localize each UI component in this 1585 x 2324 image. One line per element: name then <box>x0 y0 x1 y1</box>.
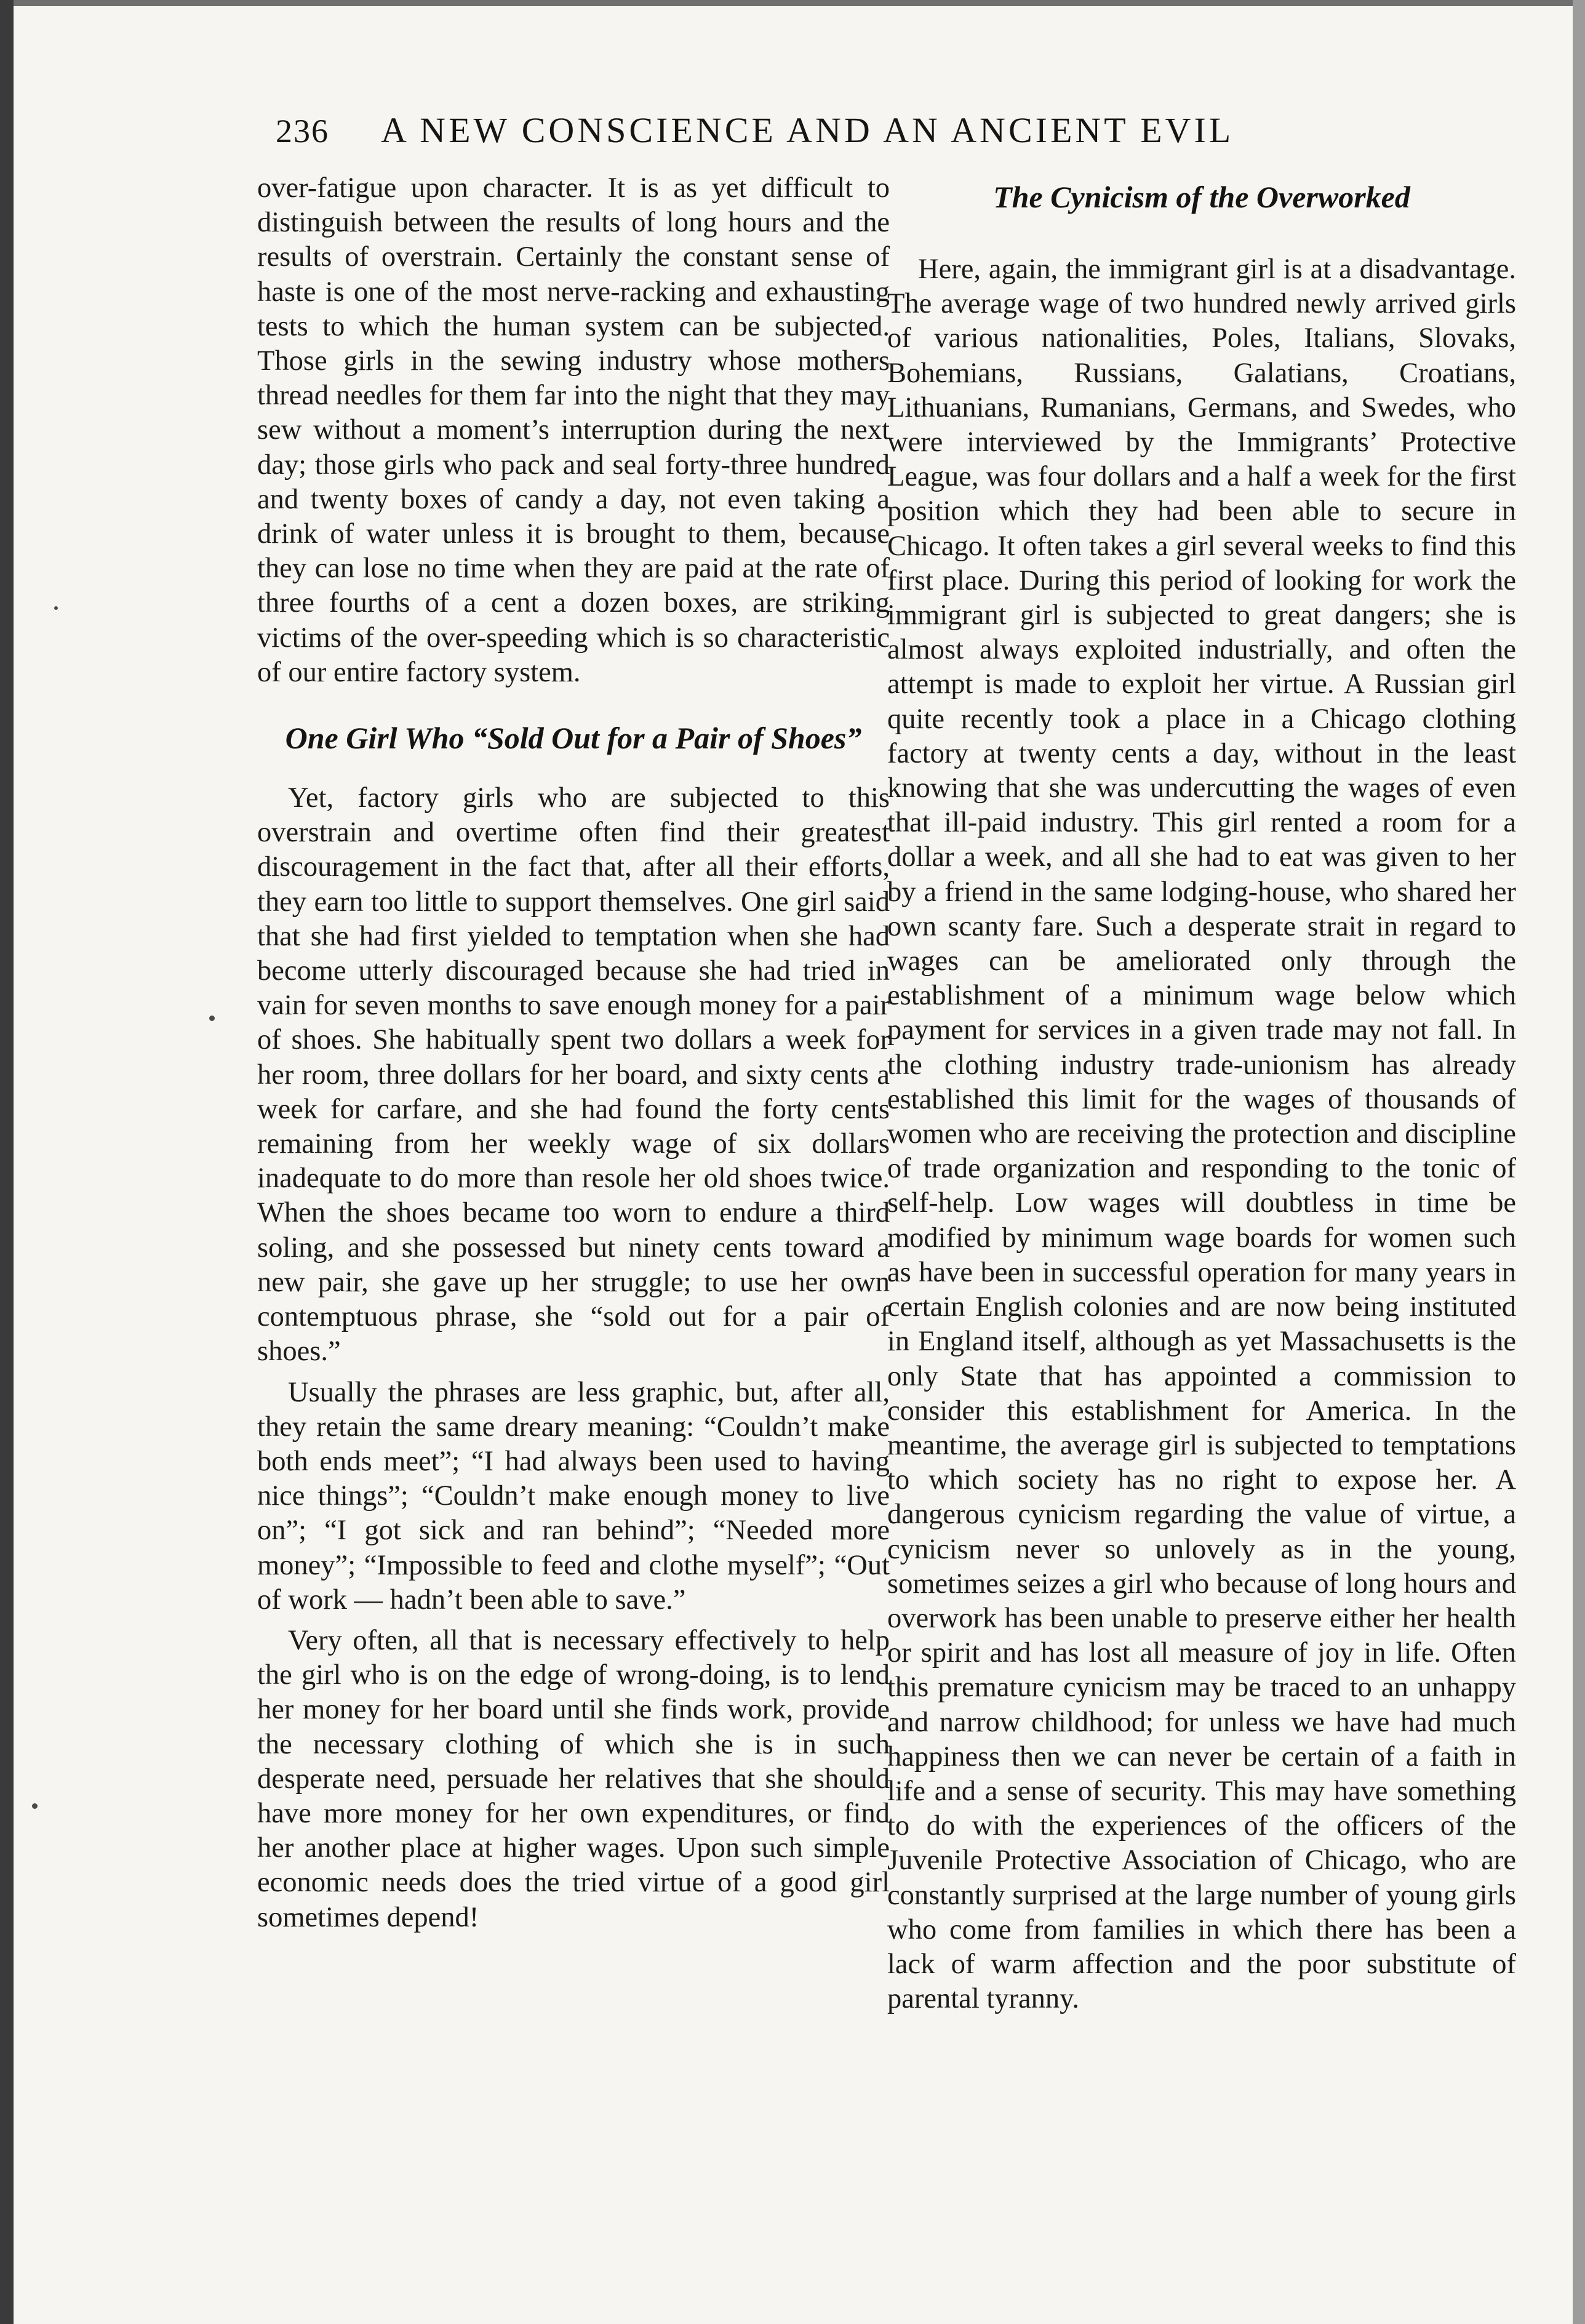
scan-edge-top <box>0 0 1585 6</box>
right-column <box>887 171 1516 2227</box>
scan-edge-right <box>1573 0 1585 2324</box>
paragraph: over-fatigue upon character. It is as yet difficult to distinguish between the results of long hours and the results of overstrain. Certainly the constant sense of haste is one of the most nerve-racking and exhausting tests to which the human system can be subjected. Those girls in the sewing industry whose mothers thread needles for them far into the night that they may sew without a moment’s interruption during the next day; those girls who pack and seal forty-three hundred and twenty boxes of candy a day, not even taking a drink of water unless it is brought to them, because they can lose no time when they are paid at the rate of three fourths of a cent a dozen boxes, are striking victims of the over-speeding which is so characteristic of our entire factory system. <box>257 172 890 688</box>
page-number: 236 <box>276 113 329 150</box>
paragraph: Here, again, the immigrant girl is at a disadvantage. The average wage of two hundred newly arrived girls of various nationalities, Poles, Italians, Slovaks, Bohemians, Russians, Galatians, Croatians, Lithuanians, Rumanians, Germans, and Swedes, who were interviewed by the Immigrants’ Protective League, was four dollars and a half a week for the first position which they had been able to secure in Chicago. It often takes a girl several weeks to find this first place. During this period of looking for work the immigrant girl is subjected to great dangers; she is almost always exploited industrially, and often the attempt is made to exploit her virtue. A Russian girl quite recently took a place in a Chicago clothing factory at twenty cents a day, without in the least knowing that she was undercutting the wages of even that ill-paid industry. This girl rented a room for a dollar a week, and all she had to eat was given to her by a friend in the same lodging-house, who shared her own scanty fare. Such a desperate strait in regard to wages can be ameliorated only through the establishment of a minimum wage below which payment for services in a given trade may not fall. In the clothing industry trade-unionism has already established this limit for the wages of thousands of women who are receiving the protection and discipline of trade organization and responding to the tonic of self-help. Low wages will doubtless in time be modified by minimum wage boards for women such as have been in successful operation for many years in certain English colonies and are now being instituted in England itself, although as yet Massachusetts is the only State that has appointed a commission to consider this establishment for America. In the meantime, the average girl is subjected to temptations to which society has no right to expose her. A dangerous cynicism regarding the value of virtue, a cynicism never so unlovely as in the young, sometimes seizes a girl who because of long hours and overwork has been unable to preserve either her health or spirit and has lost all measure of joy in life. Often this premature cynicism may be traced to an unhappy and narrow childhood; for unless we have had much happiness then we can never be certain of a faith in life and a sense of security. This may have something to do with the experiences of the officers of the Juvenile Protective Association of Chicago, who are constantly surprised at the large number of young girls who come from families in which there has been a lack of warm affection and the poor substitute of parental tyranny. <box>887 254 1516 2015</box>
paragraph: Very often, all that is necessary effectively to help the girl who is on the edge of wrong-doing, is to lend her money for her board until she finds work, provide the necessary clothing of which she is in such desperate need, persuade her relatives that she should have more money for her own expenditures, or find her another place at higher wages. Upon such simple economic needs does the tried virtue of a good girl sometimes depend! <box>257 1624 890 1933</box>
section-heading: The Cynicism of the Overworked <box>993 180 1410 214</box>
scan-edge-left <box>0 0 14 2324</box>
scan-speck <box>32 1803 38 1809</box>
left-column <box>257 171 890 2227</box>
running-head <box>276 110 1352 159</box>
scan-speck <box>209 1016 215 1021</box>
section-heading: One Girl Who “Sold Out for a Pair of Shoes” <box>285 721 862 756</box>
paragraph: Usually the phrases are less graphic, but, after all, they retain the same dreary meaning: “Couldn’t make both ends meet”; “I had always been used to having nice things”; “Couldn’t make enough money to live on”; “I got sick and ran behind”; “Needed more money”; “Impossible to feed and clothe myself”; “Out of work — hadn’t been able to save.” <box>257 1376 890 1616</box>
running-title: A NEW CONSCIENCE AND AN ANCIENT EVIL <box>381 110 1234 150</box>
paragraph: Yet, factory girls who are subjected to this overstrain and overtime often find their greatest discouragement in the fact that, after all their efforts, they earn too little to support themselves. One girl said that she had first yielded to temptation when she had become utterly discouraged because she had tried in vain for seven months to save enough money for a pair of shoes. She habitually spent two dollars a week for her room, three dollars for her board, and sixty cents a week for carfare, and she had found the forty cents remaining from her weekly wage of six dollars inadequate to do more than resole her old shoes twice. When the shoes became too worn to endure a third soling, and she possessed but ninety cents toward a new pair, she gave up her struggle; to use her own contemptuous phrase, she “sold out for a pair of shoes.” <box>257 782 890 1368</box>
scan-speck <box>54 606 58 610</box>
